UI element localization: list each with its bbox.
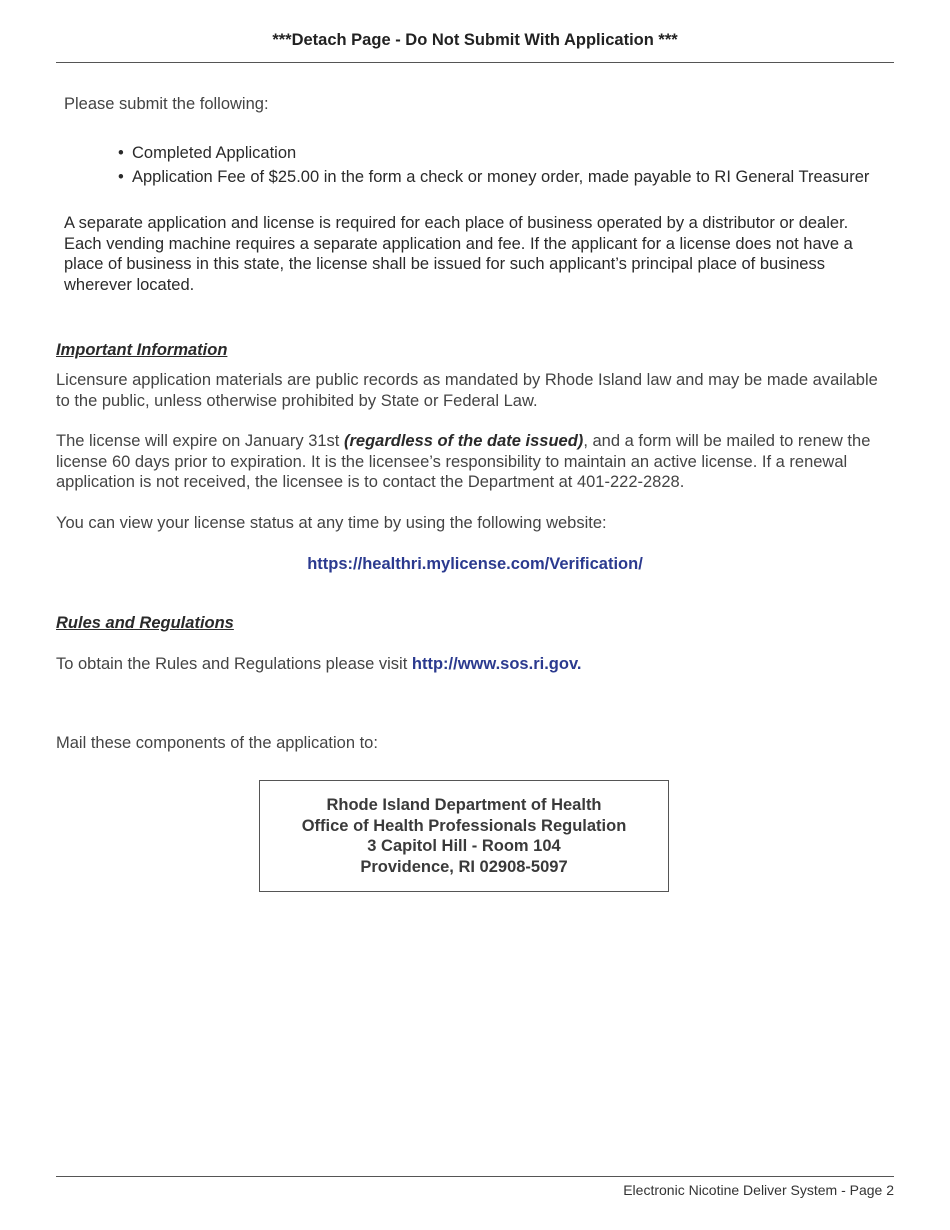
submit-intro: Please submit the following:	[64, 95, 269, 113]
license-status-text: You can view your license status at any time by using the following website:	[56, 514, 607, 532]
important-information-heading: Important Information	[56, 341, 228, 359]
list-item: • Application Fee of $25.00 in the form a check or money order, made payable to RI General Treasurer	[118, 167, 869, 188]
public-records-paragraph: Licensure application materials are public records as mandated by Rhode Island law and may be made available to the public, unless otherwise prohibited by State or Federal Law.	[56, 371, 878, 410]
address-line: Rhode Island Department of Health	[326, 796, 602, 814]
expire-emphasis: (regardless of the date issued)	[343, 432, 584, 450]
address-line: 3 Capitol Hill - Room 104	[367, 837, 561, 855]
verification-link[interactable]: https://healthri.mylicense.com/Verification/	[307, 555, 643, 573]
address-line: Providence, RI 02908-5097	[360, 857, 568, 876]
footer-page-label: Electronic Nicotine Deliver System - Page 2	[623, 1182, 894, 1198]
rules-text: To obtain the Rules and Regulations please visit	[56, 655, 412, 673]
expire-text-start: The license will expire on January 31st	[56, 432, 344, 450]
rules-paragraph	[56, 654, 896, 675]
expire-text-end: , and a form will be mailed to renew the license 60 days prior to expiration. It is the licensee’s responsibility to maintain an active license. If a renewal application is not received, the licensee is to contact the Department at 401-222-2828.	[56, 432, 871, 491]
list-item: • Completed Application	[118, 143, 869, 164]
required-items-list	[118, 143, 869, 190]
mailing-address-box	[259, 780, 669, 892]
footer-divider	[56, 1176, 894, 1177]
license-expiration-paragraph	[56, 431, 896, 493]
address-line: Office of Health Professionals Regulation	[301, 816, 627, 835]
header-divider	[56, 62, 894, 63]
mail-instructions: Mail these components of the application to:	[56, 734, 378, 752]
rules-regulations-heading: Rules and Regulations	[56, 614, 234, 632]
verification-link-row	[0, 554, 950, 575]
page-header-title: ***Detach Page - Do Not Submit With Application ***	[272, 31, 678, 49]
separate-application-paragraph: A separate application and license is required for each place of business operated by a distributor or dealer. Each vending machine requires a separate application and fee. If the applicant for a license does not have a place of business in this state, the license shall be issued for such applicant’s principal place of business wherever located.	[64, 214, 853, 294]
sos-link[interactable]: http://www.sos.ri.gov.	[411, 655, 582, 673]
